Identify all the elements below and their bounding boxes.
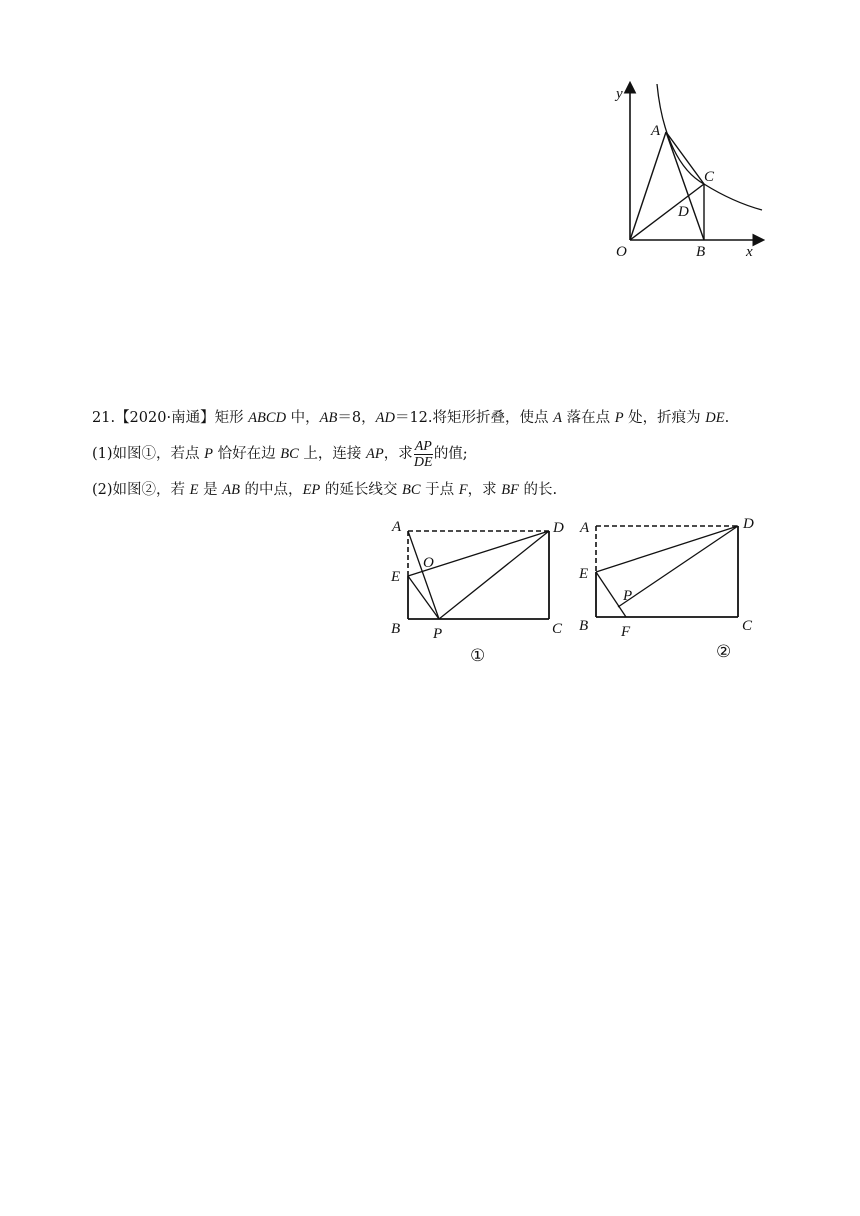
stem-text: 处，折痕为 — [623, 410, 706, 426]
fig1-label-A: A — [392, 519, 402, 535]
part1-text: 恰好在边 — [213, 446, 281, 462]
stem-text: 中， — [286, 410, 320, 426]
segment-EP — [408, 576, 439, 619]
stem-var: AD — [375, 410, 395, 426]
label-y: y — [616, 86, 623, 102]
fig2-label-B: B — [579, 618, 589, 634]
figure-2 — [572, 512, 772, 672]
fraction-denominator: DE — [413, 454, 433, 470]
stem-var: DE — [705, 410, 725, 426]
fig2-label-E: E — [579, 566, 589, 582]
fig2-label-C: C — [742, 618, 753, 634]
fig2-label-P: P — [623, 588, 633, 604]
part2-var: BF — [501, 482, 519, 498]
label-B: B — [696, 244, 706, 260]
part1-text: 上，连接 — [298, 446, 366, 462]
fig2-label-F: F — [621, 624, 631, 640]
fig1-label-E: E — [391, 569, 401, 585]
fig1-label-D: D — [553, 520, 564, 536]
fig1-caption: ① — [470, 646, 486, 665]
part1-text: 的值; — [433, 446, 468, 462]
hyperbola-figure — [600, 76, 770, 266]
problem-source: 【2020·南通】 — [115, 410, 215, 426]
part2-var: E — [189, 482, 199, 498]
part2-text: 于点 — [420, 482, 459, 498]
stem-var: ABCD — [248, 410, 287, 426]
segment-OC — [630, 184, 704, 240]
figure-1 — [384, 512, 584, 672]
part1-var: BC — [280, 446, 299, 462]
stem-var: AB — [319, 410, 338, 426]
part1-text: (1)如图①，若点 — [92, 446, 205, 462]
segment-AC — [666, 132, 704, 184]
part2-var: F — [458, 482, 468, 498]
label-A: A — [651, 123, 661, 139]
part2-text: ，求 — [467, 482, 502, 498]
fraction-ap-de — [414, 439, 433, 470]
label-O: O — [616, 244, 627, 260]
fig2-label-A: A — [580, 520, 590, 536]
fig2-label-D: D — [743, 516, 754, 532]
stem-var: P — [614, 410, 624, 426]
part2-text: (2)如图②，若 — [92, 482, 190, 498]
fig1-label-C: C — [552, 621, 563, 637]
segment-DP — [618, 526, 738, 607]
segment-AB — [666, 132, 704, 240]
segment-DP — [439, 531, 549, 619]
part2-var: EP — [302, 482, 321, 498]
fig2-caption: ② — [716, 642, 732, 661]
stem-text: . — [724, 410, 730, 426]
label-x: x — [746, 244, 753, 260]
part2-text: 是 — [198, 482, 223, 498]
part2-text: 的中点， — [239, 482, 303, 498]
hyperbola-curve — [657, 84, 762, 210]
stem-var: A — [553, 410, 562, 426]
problem-part2 — [92, 480, 557, 500]
fig1-label-O: O — [423, 555, 434, 571]
problem-number: 21. — [92, 410, 116, 426]
fig1-label-B: B — [391, 621, 401, 637]
part1-var: AP — [365, 446, 384, 462]
part1-var: P — [204, 446, 214, 462]
stem-text: 矩形 — [214, 410, 249, 426]
part2-var: AB — [222, 482, 240, 498]
stem-text: ＝12.将矩形折叠，使点 — [394, 410, 554, 426]
fig1-label-P: P — [433, 626, 443, 642]
segment-OA — [630, 132, 666, 240]
part2-text: 的延长线交 — [320, 482, 402, 498]
crease-DE — [596, 526, 738, 572]
label-D: D — [678, 204, 689, 220]
stem-text: ＝8， — [337, 410, 376, 426]
segment-EF — [596, 572, 626, 617]
part1-text: ，求 — [383, 446, 413, 462]
part2-var: BC — [402, 482, 421, 498]
label-C: C — [704, 169, 715, 185]
part2-text: 的长. — [518, 482, 558, 498]
fraction-numerator: AP — [414, 438, 432, 454]
problem-stem — [92, 408, 729, 428]
stem-text: 落在点 — [561, 410, 615, 426]
problem-part1 — [92, 436, 468, 472]
